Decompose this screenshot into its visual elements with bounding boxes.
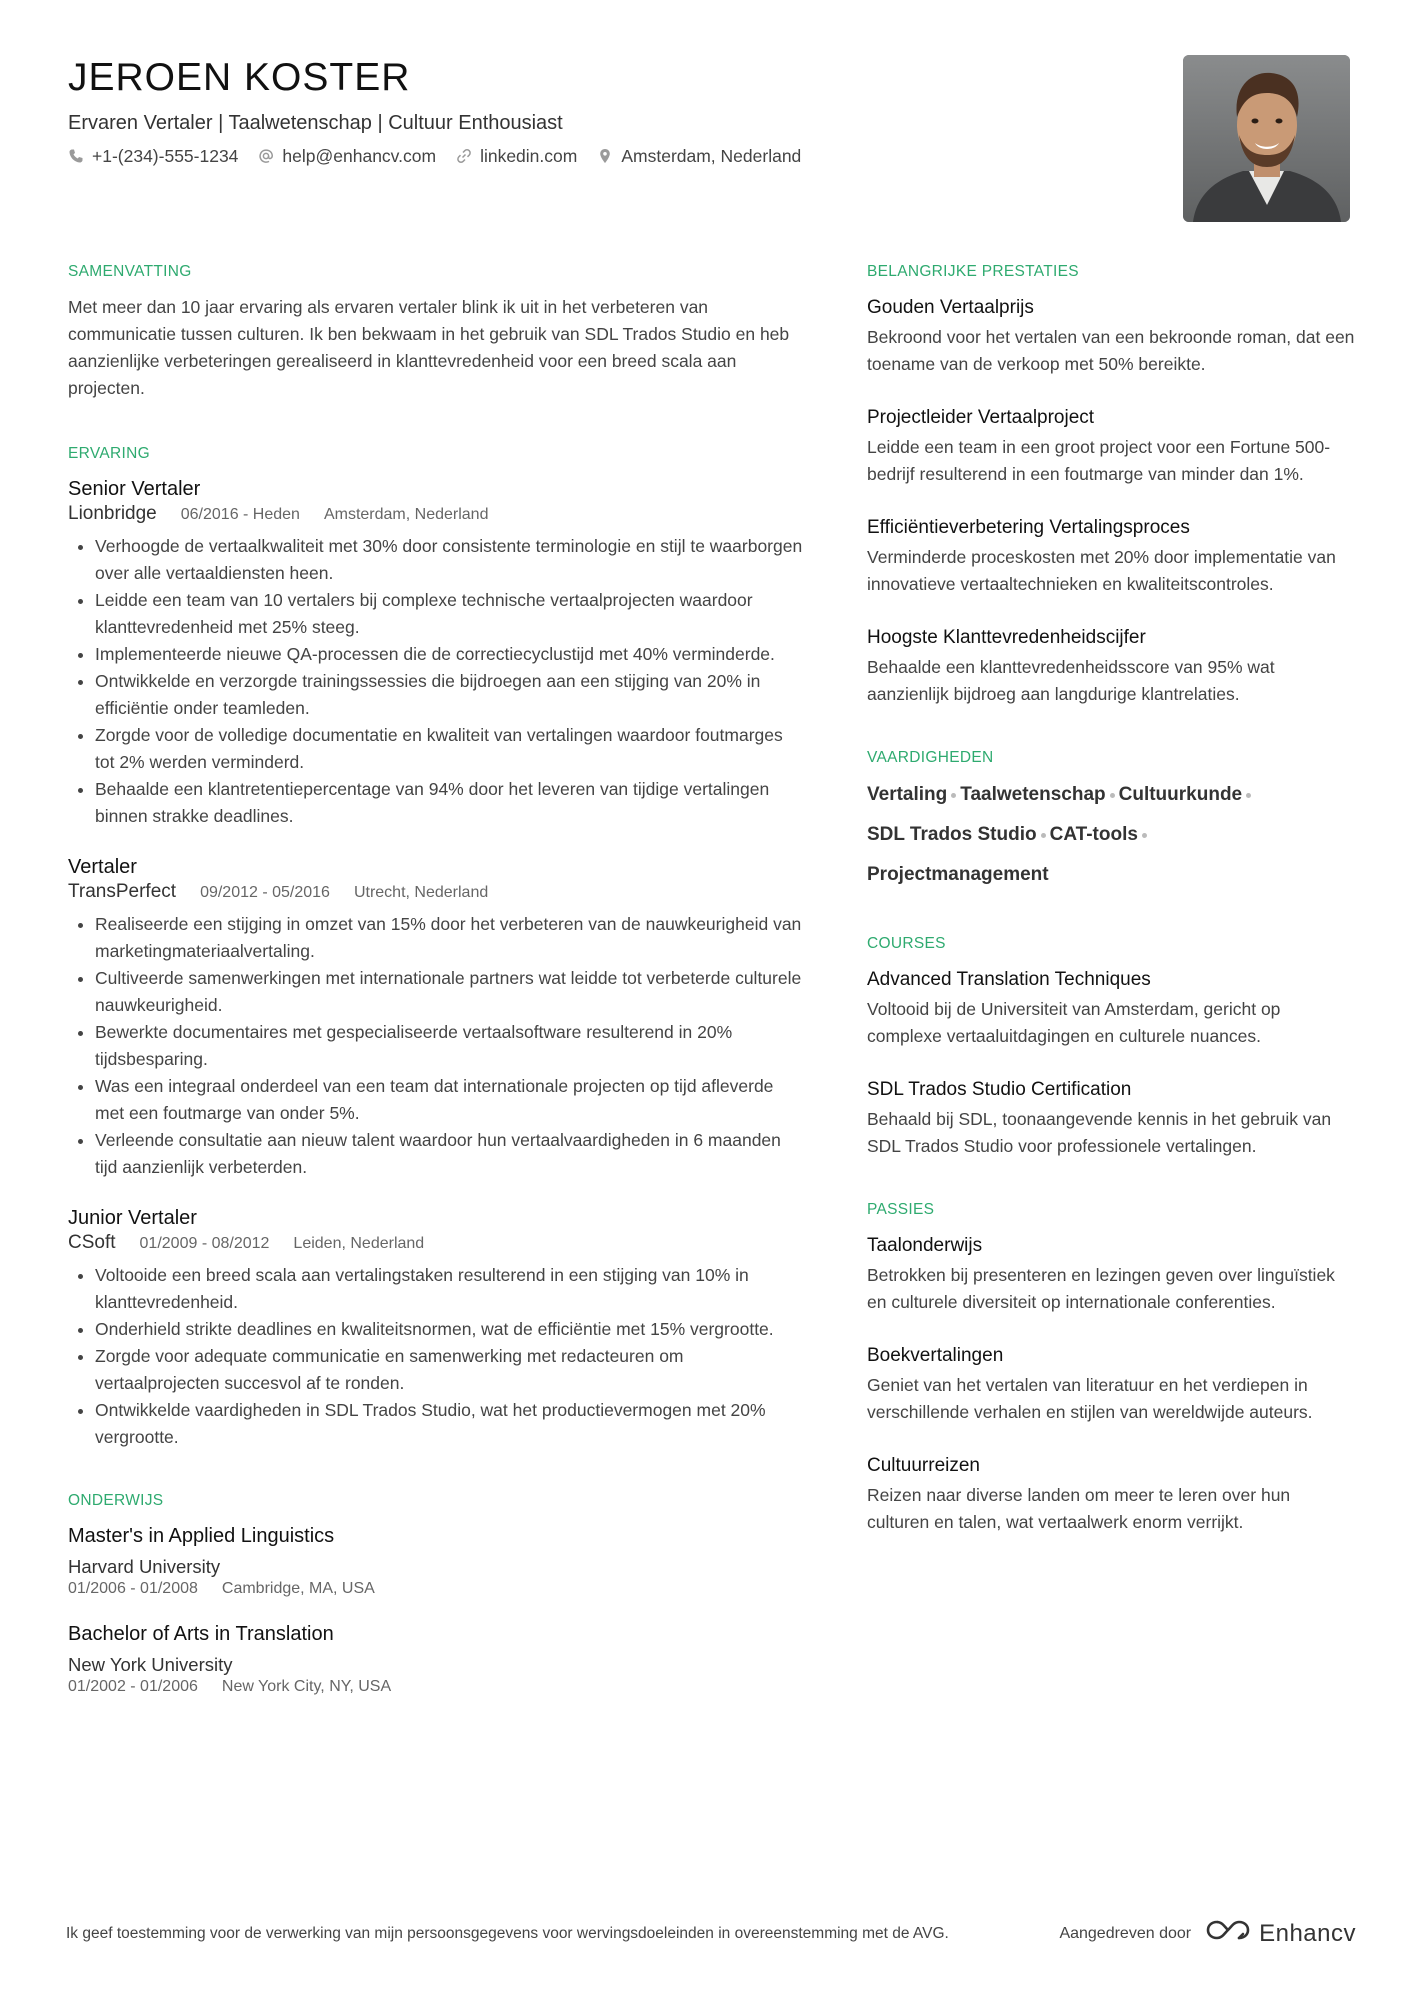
achievement-item — [867, 294, 1357, 378]
email-text: help@enhancv.com — [282, 146, 437, 166]
skill-label: Vertaling — [867, 784, 948, 805]
achievement-title: Gouden Vertaalprijs — [867, 297, 1034, 318]
passion-title: Taalonderwijs — [867, 1235, 983, 1256]
passion-title: Cultuurreizen — [867, 1455, 980, 1476]
job-meta — [68, 1231, 803, 1256]
job-bullet: Was een integraal onderdeel van een team dat internationale projecten op tijd afleverde met een foutmarge van onder 5%. — [68, 1073, 803, 1127]
at-icon — [258, 148, 274, 164]
skill-tag — [867, 780, 960, 810]
location-pin-icon — [597, 148, 613, 164]
section-title-achievements: BELANGRIJKE PRESTATIES — [867, 263, 1079, 280]
job-bullet: Ontwikkelde vaardigheden in SDL Trados Studio, wat het productievermogen met 20% vergrootte. — [68, 1397, 803, 1451]
skill-tag — [960, 780, 1118, 810]
course-desc: Behaald bij SDL, toonaangevende kennis in het gebruik van SDL Trados Studio voor professionele vertalingen. — [867, 1109, 1332, 1156]
achievement-item — [867, 514, 1357, 598]
education-location: New York City, NY, USA — [221, 1678, 392, 1695]
right-column — [867, 262, 1357, 1578]
skill-label: Projectmanagement — [867, 864, 1049, 885]
education-school: Harvard University — [68, 1556, 221, 1577]
job-bullet: Verleende consultatie aan nieuw talent waardoor hun vertaalvaardigheden in 6 maanden tijd aanzienlijk verbeterden. — [68, 1127, 803, 1181]
section-title-experience: ERVARING — [68, 445, 150, 462]
achievement-desc: Leidde een team in een groot project voor een Fortune 500-bedrijf resulterend in een foutmarge van minder dan 1%. — [867, 437, 1331, 484]
contact-linkedin[interactable] — [456, 144, 577, 168]
passions-section — [867, 1200, 1357, 1536]
job-entry — [68, 1205, 803, 1451]
course-title: Advanced Translation Techniques — [867, 969, 1151, 990]
job-bullet: Cultiveerde samenwerkingen met internationale partners wat leidde tot verbeterde culturele nauwkeurigheid. — [68, 965, 803, 1019]
courses-section — [867, 934, 1357, 1160]
contact-email[interactable] — [258, 144, 436, 168]
phone-text: +1-(234)-555-1234 — [92, 146, 239, 166]
job-dates: 09/2012 - 05/2016 — [200, 884, 330, 901]
course-item — [867, 1076, 1357, 1160]
separator-dot — [1110, 793, 1115, 798]
job-title: Senior Vertaler — [68, 478, 201, 500]
job-company: CSoft — [68, 1232, 116, 1253]
job-location: Amsterdam, Nederland — [323, 506, 489, 523]
passion-desc: Geniet van het vertalen van literatuur en het verdiepen in verschillende verhalen en stijlen van wereldwijde auteurs. — [867, 1375, 1313, 1422]
job-bullet: Verhoogde de vertaalkwaliteit met 30% door consistente terminologie en stijl te waarborgen over alle vertaaldiensten heen. — [68, 533, 803, 587]
job-location: Leiden, Nederland — [293, 1235, 425, 1252]
job-bullet: Ontwikkelde en verzorgde trainingssessies die bijdroegen aan een stijging van 20% in efficiëntie onder teamleden. — [68, 668, 803, 722]
skill-label: CAT-tools — [1049, 824, 1138, 845]
education-entry — [68, 1523, 803, 1599]
education-meta — [68, 1677, 803, 1697]
skills-section — [867, 748, 1357, 890]
separator-dot — [1142, 833, 1147, 838]
enhancv-logo-icon — [1205, 1918, 1251, 1949]
contact-location — [597, 144, 801, 168]
education-entry — [68, 1621, 803, 1697]
summary-text: Met meer dan 10 jaar ervaring als ervaren vertaler blink ik uit in het verbeteren van communicatie tussen culturen. Ik ben bekwaam in het gebruik van SDL Trados Studio en heb aanzienlijke verbeteringen gerealiseerd in klanttevredenheid voor een breed scala aan projecten. — [68, 297, 790, 398]
achievement-title: Hoogste Klanttevredenheidscijfer — [867, 627, 1146, 648]
course-title: SDL Trados Studio Certification — [867, 1079, 1132, 1100]
section-title-skills: VAARDIGHEDEN — [867, 749, 994, 766]
job-bullet: Onderhield strikte deadlines en kwaliteitsnormen, wat de efficiëntie met 15% vergrootte. — [68, 1316, 803, 1343]
separator-dot — [951, 793, 956, 798]
achievement-title: Projectleider Vertaalproject — [867, 407, 1095, 428]
education-dates: 01/2006 - 01/2008 — [68, 1580, 198, 1597]
passion-item — [867, 1342, 1357, 1426]
skills-list — [867, 780, 1307, 890]
job-bullet: Realiseerde een stijging in omzet van 15% door het verbeteren van de nauwkeurigheid van marketingmateriaalvertaling. — [68, 911, 803, 965]
job-title: Junior Vertaler — [68, 1207, 197, 1229]
separator-dot — [1041, 833, 1046, 838]
education-section — [68, 1491, 803, 1697]
achievements-section — [867, 262, 1357, 708]
skill-label: Taalwetenschap — [960, 784, 1106, 805]
candidate-name: JEROEN KOSTER — [68, 56, 411, 99]
skill-tag — [867, 820, 1050, 850]
powered-by[interactable] — [1059, 1918, 1356, 1949]
skill-tag — [1119, 780, 1256, 810]
job-bullets — [68, 1262, 803, 1451]
job-entry — [68, 854, 803, 1181]
achievement-item — [867, 404, 1357, 488]
page-footer — [66, 1918, 1356, 1949]
linkedin-text: linkedin.com — [480, 146, 578, 166]
skill-label: Cultuurkunde — [1118, 784, 1243, 805]
separator-dot — [1246, 793, 1251, 798]
course-item — [867, 966, 1357, 1050]
job-title: Vertaler — [68, 856, 137, 878]
skill-label: SDL Trados Studio — [867, 824, 1037, 845]
job-bullets — [68, 911, 803, 1181]
section-title-passions: PASSIES — [867, 1201, 935, 1218]
resume-header — [68, 54, 1068, 168]
course-desc: Voltooid bij de Universiteit van Amsterdam, gericht op complexe vertaaluitdagingen en culturele nuances. — [867, 999, 1281, 1046]
education-degree: Master's in Applied Linguistics — [68, 1525, 335, 1547]
job-bullet: Zorgde voor de volledige documentatie en kwaliteit van vertalingen waardoor foutmarges tot 2% werden verminderd. — [68, 722, 803, 776]
candidate-headline: Ervaren Vertaler | Taalwetenschap | Cultuur Enthousiast — [68, 112, 563, 134]
job-bullets — [68, 533, 803, 830]
education-meta — [68, 1579, 803, 1599]
job-company: TransPerfect — [68, 881, 177, 902]
phone-icon — [68, 148, 84, 164]
passion-title: Boekvertalingen — [867, 1345, 1004, 1366]
achievement-desc: Verminderde proceskosten met 20% door implementatie van innovatieve vertaaltechnieken en kwaliteitscontroles. — [867, 547, 1336, 594]
profile-photo — [1183, 55, 1350, 222]
job-dates: 06/2016 - Heden — [180, 506, 300, 523]
job-meta — [68, 502, 803, 527]
job-bullet: Behaalde een klantretentiepercentage van 94% door het leveren van tijdige vertalingen binnen strakke deadlines. — [68, 776, 803, 830]
job-dates: 01/2009 - 08/2012 — [139, 1235, 270, 1252]
enhancv-wordmark: Enhancv — [1259, 1919, 1356, 1947]
contact-list — [68, 144, 1068, 168]
experience-section — [68, 444, 803, 1451]
location-text: Amsterdam, Nederland — [621, 146, 802, 166]
left-column — [68, 262, 803, 1739]
job-location: Utrecht, Nederland — [353, 884, 489, 901]
skill-tag — [867, 860, 1049, 890]
passion-item — [867, 1232, 1357, 1316]
powered-by-label: Aangedreven door — [1059, 1924, 1192, 1942]
contact-phone[interactable] — [68, 144, 238, 168]
section-title-courses: COURSES — [867, 935, 946, 952]
job-bullet: Leidde een team van 10 vertalers bij complexe technische vertaalprojecten waardoor klanttevredenheid met 25% steeg. — [68, 587, 803, 641]
education-dates: 01/2002 - 01/2006 — [68, 1678, 198, 1695]
passion-item — [867, 1452, 1357, 1536]
gdpr-consent-text: Ik geef toestemming voor de verwerking van mijn persoonsgegevens voor wervingsdoeleinden in overeenstemming met de AVG. — [66, 1925, 949, 1942]
job-bullet: Zorgde voor adequate communicatie en samenwerking met redacteuren om vertaalprojecten succesvol af te ronden. — [68, 1343, 803, 1397]
job-entry — [68, 476, 803, 830]
job-meta — [68, 880, 803, 905]
skill-tag — [1050, 820, 1151, 850]
link-icon — [456, 148, 472, 164]
education-location: Cambridge, MA, USA — [221, 1580, 375, 1597]
job-bullet: Voltooide een breed scala aan vertalingstaken resulterend in een stijging van 10% in klanttevredenheid. — [68, 1262, 803, 1316]
summary-section — [68, 262, 803, 402]
section-title-education: ONDERWIJS — [68, 1492, 164, 1509]
achievement-desc: Bekroond voor het vertalen van een bekroonde roman, dat een toename van de verkoop met 50% bereikte. — [867, 327, 1355, 374]
achievement-title: Efficiëntieverbetering Vertalingsproces — [867, 517, 1190, 538]
section-title-summary: SAMENVATTING — [68, 263, 192, 280]
job-bullet: Implementeerde nieuwe QA-processen die de correctiecyclustijd met 40% verminderde. — [68, 641, 803, 668]
job-bullet: Bewerkte documentaires met gespecialiseerde vertaalsoftware resulterend in 20% tijdsbesparing. — [68, 1019, 803, 1073]
achievement-desc: Behaalde een klanttevredenheidsscore van 95% wat aanzienlijk bijdroeg aan langdurige klantrelaties. — [867, 657, 1275, 704]
achievement-item — [867, 624, 1357, 708]
job-company: Lionbridge — [68, 503, 157, 524]
education-degree: Bachelor of Arts in Translation — [68, 1623, 334, 1645]
passion-desc: Betrokken bij presenteren en lezingen geven over linguïstiek en culturele diversiteit op internationale conferenties. — [867, 1265, 1335, 1312]
passion-desc: Reizen naar diverse landen om meer te leren over hun culturen en talen, wat vertaalwerk enorm verrijkt. — [867, 1485, 1291, 1532]
education-school: New York University — [68, 1654, 233, 1675]
enhancv-logo[interactable] — [1205, 1918, 1356, 1949]
